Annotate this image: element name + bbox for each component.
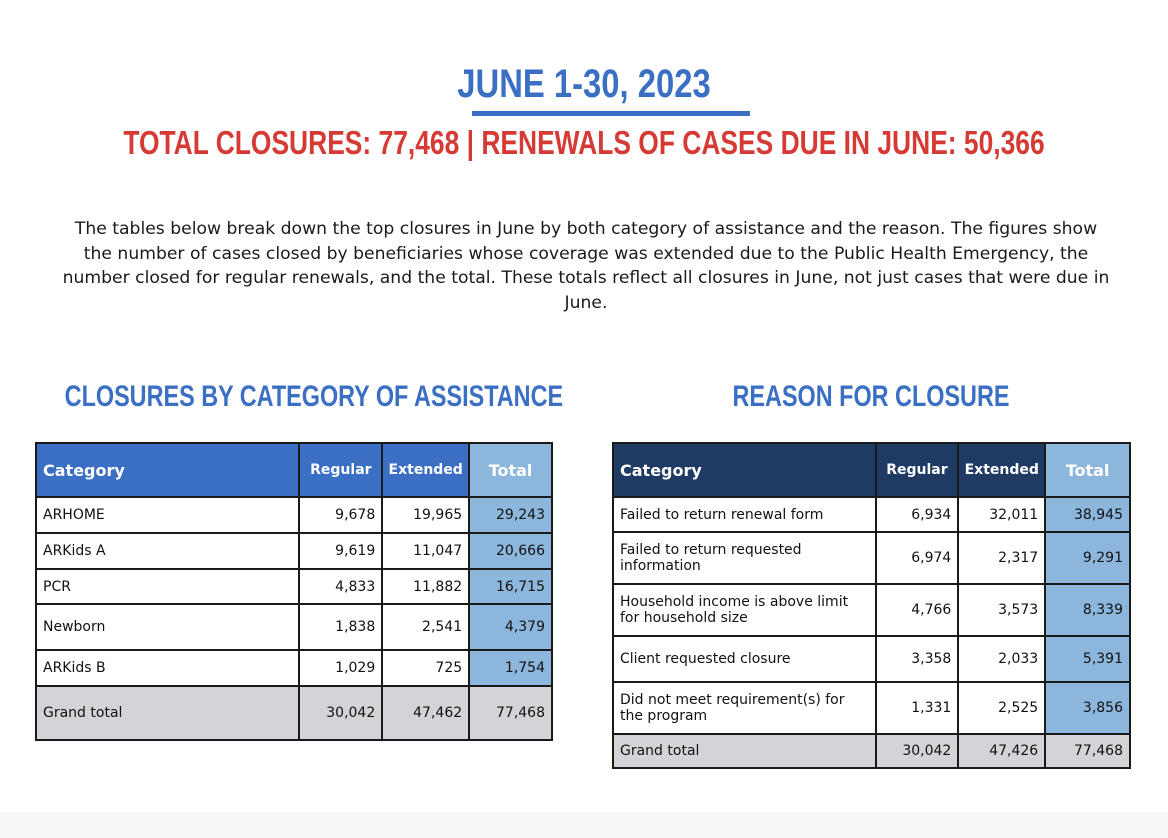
row-category: ARKids A: [36, 533, 299, 569]
grand-total-label: Grand total: [613, 734, 876, 768]
row-total: 29,243: [469, 497, 552, 533]
row-extended: 32,011: [958, 497, 1045, 532]
table-row: [36, 569, 552, 604]
row-total: 38,945: [1045, 497, 1130, 532]
grand-total-extended: 47,462: [382, 686, 469, 740]
grand-total-regular: 30,042: [299, 686, 382, 740]
table-row: [36, 650, 552, 686]
row-total: 16,715: [469, 569, 552, 604]
row-category: Household income is above limit for household size: [613, 584, 876, 636]
table-row: [613, 532, 1130, 584]
header-regular: Regular: [299, 443, 382, 497]
header-category: Category: [613, 443, 876, 497]
row-total: 8,339: [1045, 584, 1130, 636]
row-regular: 3,358: [876, 636, 959, 682]
row-category: Did not meet requirement(s) for the program: [613, 682, 876, 734]
reason-table: [612, 442, 1131, 769]
table-header-row: [36, 443, 552, 497]
row-category: Client requested closure: [613, 636, 876, 682]
grand-total-total: 77,468: [1045, 734, 1130, 768]
grand-total-row: [36, 686, 552, 740]
grand-total-total: 77,468: [469, 686, 552, 740]
header-regular: Regular: [876, 443, 959, 497]
row-total: 4,379: [469, 604, 552, 650]
intro-paragraph: The tables below break down the top closures in June by both category of assistance and the reason. The figures show the number of cases closed by beneficiaries whose coverage was extended due to the Public Health Emergency, the number closed for regular renewals, and the total. These totals reflect all closures in June, not just cases that were due in June.: [62, 219, 1110, 313]
row-extended: 2,317: [958, 532, 1045, 584]
table-row: [613, 497, 1130, 532]
row-regular: 9,619: [299, 533, 382, 569]
category-section-title: CLOSURES BY CATEGORY OF ASSISTANCE: [64, 380, 564, 413]
grand-total-extended: 47,426: [958, 734, 1045, 768]
table-row: [613, 682, 1130, 734]
table-row: [36, 497, 552, 533]
row-category: ARKids B: [36, 650, 299, 686]
row-extended: 2,541: [382, 604, 469, 650]
header-total: Total: [1045, 443, 1130, 497]
table-row: [36, 533, 552, 569]
grand-total-regular: 30,042: [876, 734, 959, 768]
row-extended: 2,033: [958, 636, 1045, 682]
row-regular: 6,934: [876, 497, 959, 532]
row-regular: 1,029: [299, 650, 382, 686]
reason-section-title: REASON FOR CLOSURE: [732, 380, 1010, 413]
row-total: 9,291: [1045, 532, 1130, 584]
row-extended: 725: [382, 650, 469, 686]
grand-total-label: Grand total: [36, 686, 299, 740]
row-category: PCR: [36, 569, 299, 604]
row-total: 1,754: [469, 650, 552, 686]
row-total: 3,856: [1045, 682, 1130, 734]
table-row: [613, 584, 1130, 636]
row-total: 20,666: [469, 533, 552, 569]
row-regular: 1,838: [299, 604, 382, 650]
row-extended: 11,882: [382, 569, 469, 604]
row-regular: 9,678: [299, 497, 382, 533]
category-table: [35, 442, 553, 741]
row-regular: 1,331: [876, 682, 959, 734]
row-category: Failed to return renewal form: [613, 497, 876, 532]
row-category: Newborn: [36, 604, 299, 650]
row-category: ARHOME: [36, 497, 299, 533]
row-extended: 19,965: [382, 497, 469, 533]
header-extended: Extended: [958, 443, 1045, 497]
table-header-row: [613, 443, 1130, 497]
page-bottom-band: [0, 812, 1168, 838]
page-subtitle: TOTAL CLOSURES: 77,468 | RENEWALS OF CASES DUE IN JUNE: 50,366: [123, 124, 1045, 161]
header-total: Total: [469, 443, 552, 497]
title-underline: [472, 111, 750, 116]
header-extended: Extended: [382, 443, 469, 497]
row-regular: 4,833: [299, 569, 382, 604]
row-extended: 3,573: [958, 584, 1045, 636]
row-regular: 6,974: [876, 532, 959, 584]
table-row: [36, 604, 552, 650]
row-regular: 4,766: [876, 584, 959, 636]
grand-total-row: [613, 734, 1130, 768]
row-category: Failed to return requested information: [613, 532, 876, 584]
table-row: [613, 636, 1130, 682]
row-total: 5,391: [1045, 636, 1130, 682]
page-title: JUNE 1-30, 2023: [457, 62, 711, 106]
row-extended: 2,525: [958, 682, 1045, 734]
row-extended: 11,047: [382, 533, 469, 569]
header-category: Category: [36, 443, 299, 497]
